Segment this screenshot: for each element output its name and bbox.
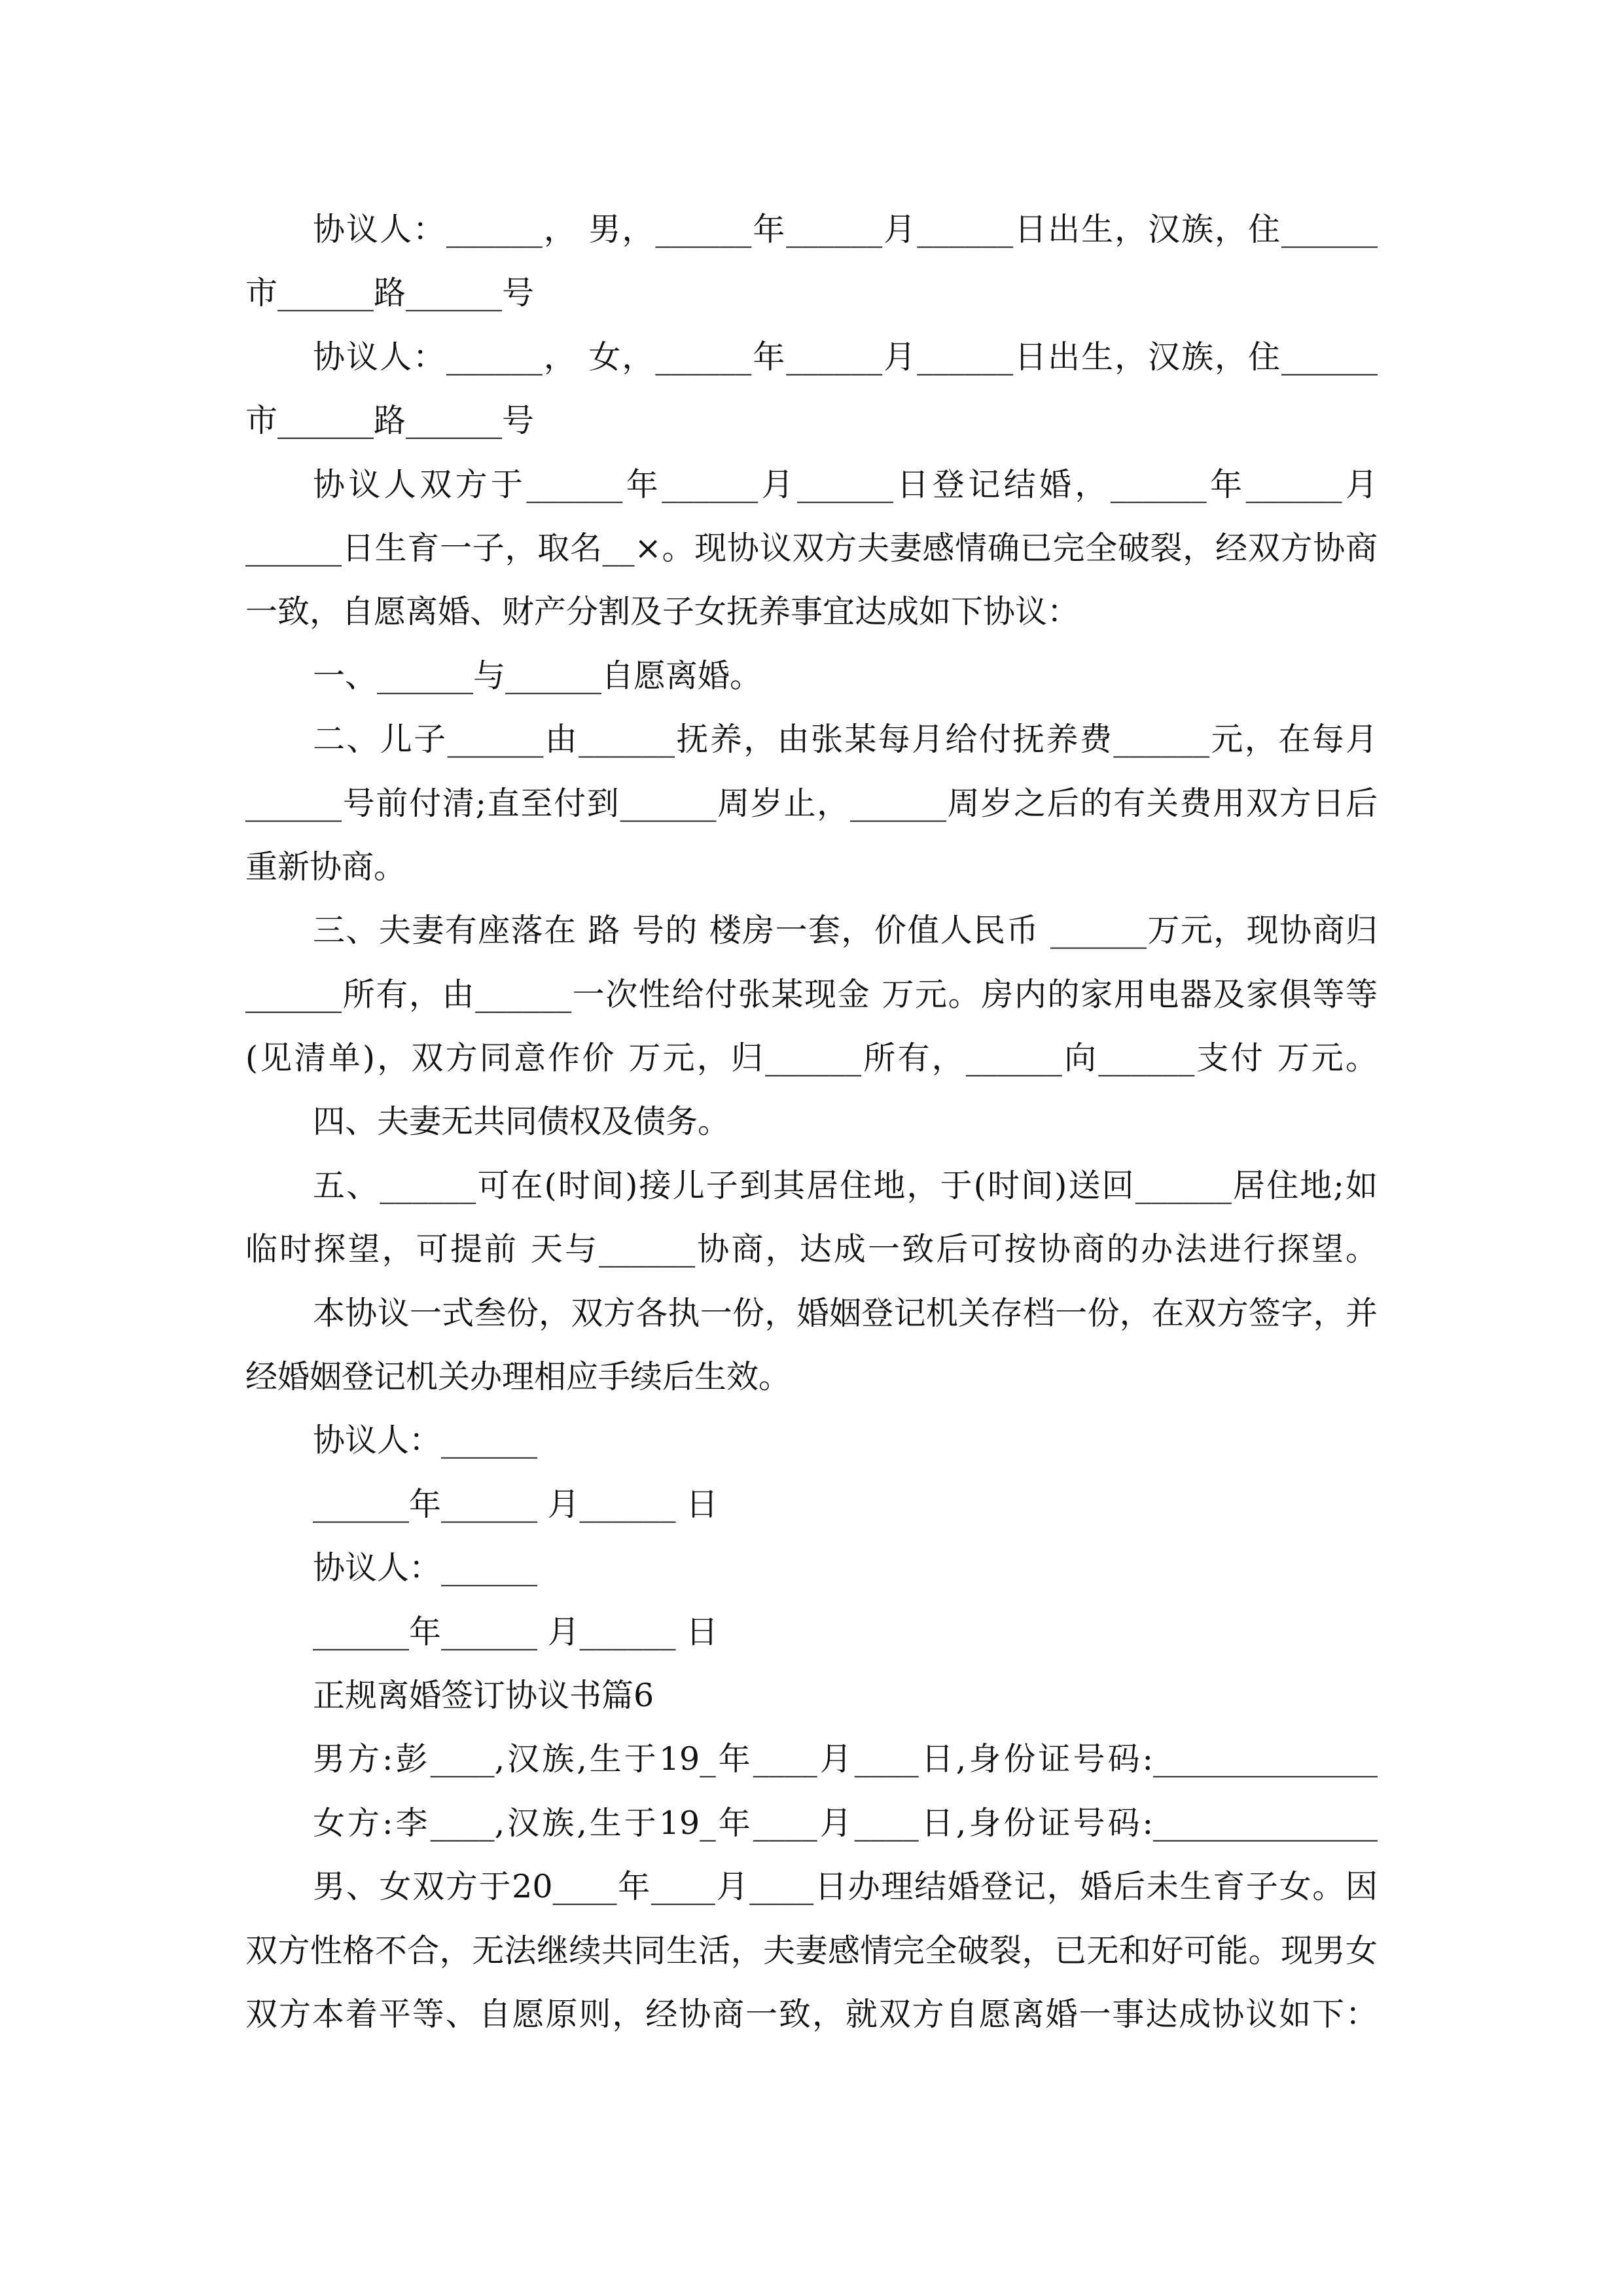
text-line: 协议人：______ <box>313 1422 538 1460</box>
text-line: 一、______与______自愿离婚。 <box>313 656 762 694</box>
text-line: ______年______ 月______ 日 <box>313 1613 719 1651</box>
text-line: 一致，自愿离婚、财产分割及子女抚养事宜达成如下协议： <box>245 593 1080 631</box>
text-line: 重新协商。 <box>245 848 406 886</box>
text-line: 双方本着平等、自愿原则，经协商一致，就双方自愿离婚一事达成协议如下： <box>245 1995 1378 2033</box>
text-line: 三、夫妻有座落在 路 号的 楼房一套，价值人民币 ______万元，现协商归 <box>313 912 1378 950</box>
text-line: ______号前付清;直至付到______周岁止，______周岁之后的有关费用双方日后 <box>245 784 1378 822</box>
text-line: 二、儿子______由______抚养，由张某每月给付抚养费______元，在每月 <box>313 721 1378 759</box>
text-line: 协议人：______， 男，______年______月______日出生，汉族，住______ <box>313 211 1378 248</box>
text-line: 四、夫妻无共同债权及债务。 <box>313 1103 730 1141</box>
text-line: ______年______ 月______ 日 <box>313 1485 719 1523</box>
text-line: 经婚姻登记机关办理相应手续后生效。 <box>245 1358 791 1396</box>
text-line: 正规离婚签订协议书篇6 <box>313 1676 654 1714</box>
text-line: 协议人：______， 女，______年______月______日出生，汉族，住______ <box>313 338 1378 376</box>
text-line: 临时探望，可提前 天与______协商，达成一致后可按协商的办法进行探望。 <box>245 1230 1378 1268</box>
text-line: 五、______可在(时间)接儿子到其居住地，于(时间)送回______居住地;如 <box>313 1166 1378 1204</box>
text-line: 本协议一式叁份，双方各执一份，婚姻登记机关存档一份，在双方签字，并 <box>313 1294 1378 1332</box>
text-line: 市______路______号 <box>245 274 535 312</box>
document-body <box>245 198 1378 2046</box>
text-line: 协议人：______ <box>313 1549 538 1587</box>
text-line: (见清单)，双方同意作价 万元，归______所有，______向______支付 万元。 <box>245 1039 1378 1077</box>
text-line: 女方:李____,汉族,生于19_年____月____日,身份证号码:______________ <box>313 1804 1378 1842</box>
text-line: ______日生育一子，取名__×。现协议双方夫妻感情确已完全破裂，经双方协商 <box>245 529 1378 567</box>
text-line: 双方性格不合，无法继续共同生活，夫妻感情完全破裂，已无和好可能。现男女 <box>245 1931 1378 1969</box>
text-line: 协议人双方于______年______月______日登记结婚，______年______月 <box>313 465 1378 503</box>
text-line: 市______路______号 <box>245 402 535 440</box>
text-line: 男、女双方于20____年____月____日办理结婚登记，婚后未生育子女。因 <box>313 1868 1378 1906</box>
text-line: ______所有，由______一次性给付张某现金 万元。房内的家用电器及家俱等等 <box>245 975 1378 1013</box>
text-line: 男方:彭____,汉族,生于19_年____月____日,身份证号码:______________ <box>313 1740 1378 1778</box>
